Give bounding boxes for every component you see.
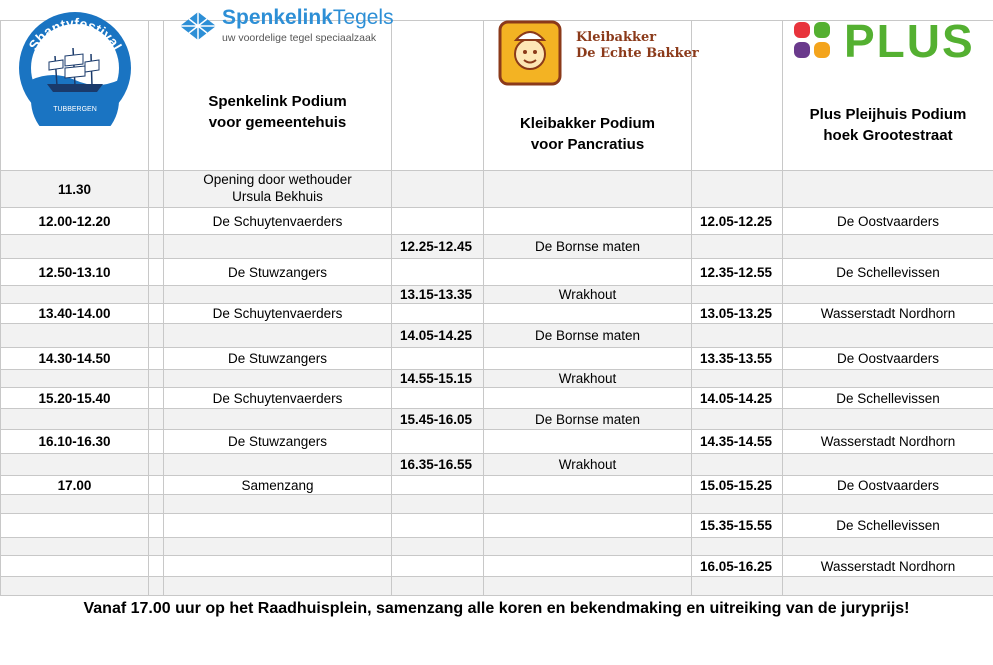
schedule-row	[1, 388, 993, 409]
stage-1-time	[1, 577, 149, 596]
stage-3-time: 12.35-12.55	[692, 259, 783, 286]
stage-2-time	[392, 538, 484, 556]
stage-3-act: De Schellevissen	[783, 388, 993, 409]
stage-2-act: De Bornse maten	[484, 409, 692, 430]
footer-note: Vanaf 17.00 uur op het Raadhuisplein, samenzang alle koren en bekendmaking en uitreiking van de juryprijs!	[83, 600, 910, 617]
stage-3-act: De Schellevissen	[783, 259, 993, 286]
stage-1-act	[164, 286, 392, 304]
spenkelink-tagline: uw voordelige tegel speciaalzaak	[222, 32, 377, 44]
stage-2-act: Wrakhout	[484, 454, 692, 476]
schedule-row	[1, 495, 993, 514]
stage-1-time	[1, 495, 149, 514]
stage-1-act: Opening door wethouder Ursula Bekhuis	[164, 171, 392, 208]
stage-1-act: De Schuytenvaerders	[164, 304, 392, 324]
shanty-logo-text: Shantyfestival	[25, 14, 126, 53]
stage-3-time: 14.05-14.25	[692, 388, 783, 409]
stage-2-act	[484, 430, 692, 454]
spacer	[149, 208, 164, 235]
stage-1-act: De Stuwzangers	[164, 430, 392, 454]
stage-2-act	[484, 171, 692, 208]
stage-3-act	[783, 409, 993, 430]
stage-1-act	[164, 495, 392, 514]
spacer	[149, 348, 164, 370]
stage-3-act: Wasserstadt Nordhorn	[783, 304, 993, 324]
stage-1-subtitle: voor gemeentehuis	[208, 114, 347, 131]
stage-3-time	[692, 286, 783, 304]
schedule-row	[1, 577, 993, 596]
stage-1-time: 16.10-16.30	[1, 430, 149, 454]
stage-2-act	[484, 259, 692, 286]
stage-2-act: De Bornse maten	[484, 324, 692, 348]
schedule-row	[1, 409, 993, 430]
schedule-row	[1, 286, 993, 304]
stage-3-time: 15.35-15.55	[692, 514, 783, 538]
stage-1-time	[1, 324, 149, 348]
schedule-row	[1, 324, 993, 348]
stage-3-act	[783, 495, 993, 514]
stage-1-act	[164, 409, 392, 430]
stage-2-act	[484, 514, 692, 538]
stage-1-time	[1, 556, 149, 577]
stage-2-act: Wrakhout	[484, 286, 692, 304]
stage-1-time: 17.00	[1, 476, 149, 495]
schedule-row	[1, 235, 993, 259]
stage-1-time: 14.30-14.50	[1, 348, 149, 370]
stage-3-act: De Oostvaarders	[783, 476, 993, 495]
stage-3-act	[783, 324, 993, 348]
stage-2-subtitle: voor Pancratius	[530, 136, 645, 153]
stage-3-time: 16.05-16.25	[692, 556, 783, 577]
stage-1-time	[1, 454, 149, 476]
shanty-logo-place: TUBBERGEN	[53, 106, 97, 113]
stage-2-act	[484, 348, 692, 370]
schedule-row	[1, 476, 993, 495]
spacer	[149, 538, 164, 556]
stage-3-act: De Oostvaarders	[783, 208, 993, 235]
stage-3-act	[783, 286, 993, 304]
schedule-row	[1, 208, 993, 235]
spacer	[149, 259, 164, 286]
stage-2-time: 12.25-12.45	[392, 235, 484, 259]
stage-2-time	[392, 304, 484, 324]
schedule-row	[1, 454, 993, 476]
stage-3-act	[783, 235, 993, 259]
stage-2-time	[392, 476, 484, 495]
schedule-row	[1, 259, 993, 286]
kleibakker-logo-line2: De Echte Bakker	[576, 46, 699, 61]
stage-2-act	[484, 577, 692, 596]
schedule-table	[0, 20, 993, 596]
stage-3-time	[692, 171, 783, 208]
stage-3-time: 12.05-12.25	[692, 208, 783, 235]
stage-3-act: Wasserstadt Nordhorn	[783, 430, 993, 454]
spacer	[149, 514, 164, 538]
stage-1-act	[164, 454, 392, 476]
stage-1-time: 13.40-14.00	[1, 304, 149, 324]
schedule-row	[1, 348, 993, 370]
stage-3-subtitle: hoek Grootestraat	[823, 127, 953, 144]
stage-1-time	[1, 235, 149, 259]
stage-1-act: Samenzang	[164, 476, 392, 495]
stage-2-time	[392, 495, 484, 514]
stage-2-time: 15.45-16.05	[392, 409, 484, 430]
stage-3-act	[783, 577, 993, 596]
schedule-row	[1, 171, 993, 208]
stage-1-act: De Stuwzangers	[164, 348, 392, 370]
stage-1-time	[1, 514, 149, 538]
spenkelink-logo: SpenkelinkTegels uw voordelige tegel speciaalzaak	[178, 6, 388, 50]
stage-3-act	[783, 454, 993, 476]
stage-3-time	[692, 577, 783, 596]
stage-2-time	[392, 388, 484, 409]
stage-1-act	[164, 538, 392, 556]
stage-2-time: 14.55-15.15	[392, 370, 484, 388]
stage-1-time	[1, 538, 149, 556]
stage-2-time	[392, 171, 484, 208]
stage-3-time	[692, 324, 783, 348]
schedule-row	[1, 556, 993, 577]
stage-3-time: 13.05-13.25	[692, 304, 783, 324]
spacer	[149, 556, 164, 577]
stage-1-time	[1, 286, 149, 304]
stage-2-act	[484, 304, 692, 324]
stage-3-time	[692, 409, 783, 430]
stage-3-act: De Schellevissen	[783, 514, 993, 538]
stage-3-time	[692, 370, 783, 388]
stage-3-time: 15.05-15.25	[692, 476, 783, 495]
stage-2-time: 14.05-14.25	[392, 324, 484, 348]
stage-3-time	[692, 495, 783, 514]
stage-2-time: 13.15-13.35	[392, 286, 484, 304]
plus-logo-word: PLUS	[844, 15, 975, 67]
stage-2-act: De Bornse maten	[484, 235, 692, 259]
stage-1-act: De Schuytenvaerders	[164, 208, 392, 235]
stage-1-time	[1, 409, 149, 430]
stage-3-time	[692, 538, 783, 556]
stage-3-time	[692, 454, 783, 476]
stage-1-act	[164, 514, 392, 538]
spacer	[149, 370, 164, 388]
spacer	[149, 430, 164, 454]
stage-3-act	[783, 171, 993, 208]
stage-2-time	[392, 430, 484, 454]
stage-2-act	[484, 388, 692, 409]
stage-1-act	[164, 324, 392, 348]
stage-1-time: 12.50-13.10	[1, 259, 149, 286]
spacer	[149, 577, 164, 596]
stage-3-act: De Oostvaarders	[783, 348, 993, 370]
stage-3-time: 14.35-14.55	[692, 430, 783, 454]
stage-2-act	[484, 538, 692, 556]
kleibakker-logo-line1: Kleibakker	[576, 30, 657, 45]
shantyfestival-logo	[17, 10, 133, 126]
spacer	[149, 388, 164, 409]
stage-2-time	[392, 208, 484, 235]
kleibakker-logo	[498, 20, 699, 90]
spacer	[149, 286, 164, 304]
stage-1-act	[164, 370, 392, 388]
stage-2-act	[484, 495, 692, 514]
spacer	[149, 495, 164, 514]
plus-logo	[792, 15, 987, 67]
stage-1-time: 11.30	[1, 171, 149, 208]
stage-2-time: 16.35-16.55	[392, 454, 484, 476]
schedule-row	[1, 538, 993, 556]
stage-1-time: 12.00-12.20	[1, 208, 149, 235]
stage-2-title: Kleibakker Podium	[519, 115, 656, 132]
stage-3-time: 13.35-13.55	[692, 348, 783, 370]
stage-3-title: Plus Pleijhuis Podium	[809, 106, 967, 123]
tile-icon	[178, 8, 218, 44]
stage-1-act	[164, 556, 392, 577]
stage-1-act	[164, 577, 392, 596]
schedule-row	[1, 430, 993, 454]
stage-3-time	[692, 235, 783, 259]
schedule-row	[1, 370, 993, 388]
stage-2-act	[484, 208, 692, 235]
stage-2-time	[392, 556, 484, 577]
plus-flower-icon	[792, 20, 832, 60]
spacer	[149, 171, 164, 208]
schedule-row	[1, 304, 993, 324]
stage-1-act	[164, 235, 392, 259]
stage-2-time	[392, 348, 484, 370]
stage-3-act	[783, 538, 993, 556]
stage-2-act	[484, 476, 692, 495]
schedule-row	[1, 514, 993, 538]
stage-1-act: De Schuytenvaerders	[164, 388, 392, 409]
spacer	[149, 324, 164, 348]
stage-2-time	[392, 514, 484, 538]
stage-2-act: Wrakhout	[484, 370, 692, 388]
spacer	[149, 454, 164, 476]
spacer	[149, 409, 164, 430]
stage-2-act	[484, 556, 692, 577]
stage-1-title: Spenkelink Podium	[208, 93, 347, 110]
spacer	[149, 235, 164, 259]
baker-icon	[498, 20, 562, 86]
stage-3-act: Wasserstadt Nordhorn	[783, 556, 993, 577]
stage-2-time	[392, 259, 484, 286]
stage-3-act	[783, 370, 993, 388]
stage-2-time	[392, 577, 484, 596]
spacer	[149, 304, 164, 324]
stage-1-time: 15.20-15.40	[1, 388, 149, 409]
stage-1-time	[1, 370, 149, 388]
spacer	[149, 476, 164, 495]
stage-1-act: De Stuwzangers	[164, 259, 392, 286]
